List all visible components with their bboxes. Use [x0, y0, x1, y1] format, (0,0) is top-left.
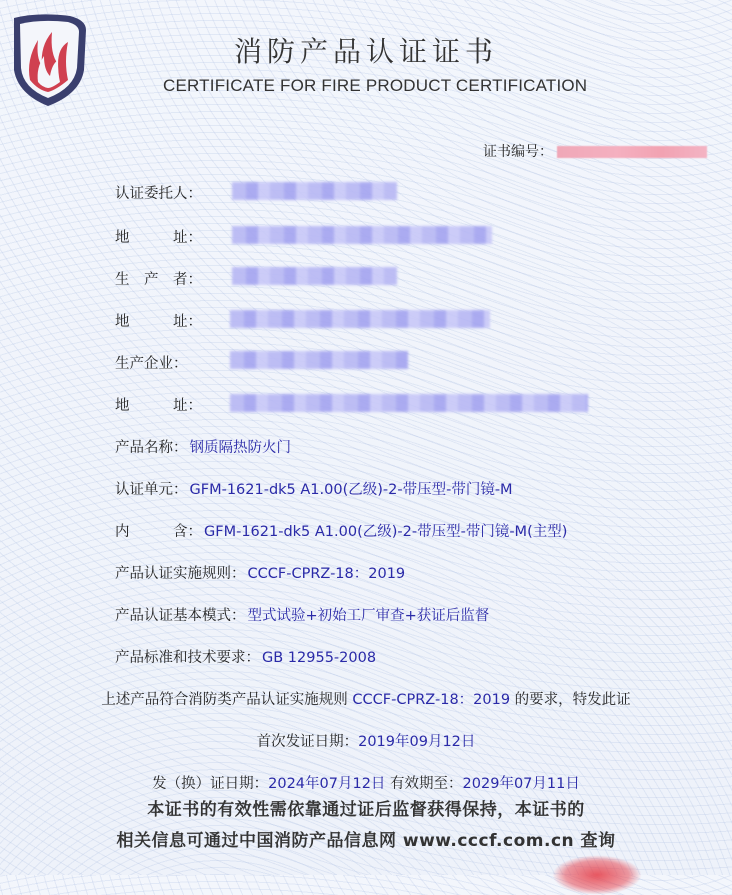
product-name-row [115, 436, 291, 457]
unit-value: GFM-1621-dk5 A1.00(乙级)-2-带压型-带门镜-M [189, 482, 513, 498]
certificate-title-english: CERTIFICATE FOR FIRE PRODUCT CERTIFICATION [163, 76, 588, 95]
manufacturer-address-row [115, 394, 202, 415]
manufacturer-label: 生产企业： [115, 356, 188, 372]
rule-label: 产品认证实施规则： [115, 566, 246, 582]
client-address-row [115, 226, 202, 247]
statement-rule: CCCF-CPRZ-18：2019 [352, 692, 511, 708]
client-row [115, 182, 202, 203]
first-issue-line [0, 730, 732, 751]
certificate-number [483, 141, 707, 161]
standard-row [115, 646, 376, 667]
manufacturer-address-redacted [230, 394, 588, 412]
rule-row [115, 562, 405, 583]
mode-value: 型式试验+初始工厂审查+获证后监督 [247, 608, 490, 624]
footer-notice-line1: 本证书的有效性需依靠通过证后监督获得保持，本证书的 [147, 800, 585, 820]
manufacturer-row [115, 352, 188, 373]
certificate-title-chinese: 消防产品认证证书 [233, 35, 498, 68]
manufacturer-address-label: 地 址： [115, 398, 202, 414]
producer-address-redacted [230, 310, 490, 328]
footer-notice-line2: 相关信息可通过中国消防产品信息网 www.cccf.com.cn 查询 [116, 831, 616, 851]
issue-date: 2024年07月12日 [268, 776, 386, 792]
valid-date: 2029年07月11日 [462, 776, 580, 792]
producer-row [115, 268, 202, 289]
certificate-number-redacted [557, 146, 707, 158]
manufacturer-redacted [230, 351, 408, 369]
statement-after: 的要求，特发此证 [510, 692, 631, 708]
client-address-label: 地 址： [115, 230, 202, 246]
unit-row [115, 478, 513, 499]
producer-label: 生 产 者： [115, 272, 202, 288]
standard-value: GB 12955-2008 [262, 650, 377, 666]
rule-value: CCCF-CPRZ-18：2019 [247, 566, 406, 582]
producer-address-label: 地 址： [115, 314, 202, 330]
unit-label: 认证单元： [115, 482, 188, 498]
content-label: 内 含： [115, 524, 202, 540]
certificate-number-label: 证书编号： [483, 144, 553, 160]
valid-label: 有效期至： [385, 776, 463, 792]
first-issue-label: 首次发证日期： [256, 734, 359, 750]
compliance-statement [0, 688, 732, 709]
first-issue-date: 2019年09月12日 [358, 734, 476, 750]
product-name-value: 钢质隔热防火门 [189, 440, 291, 456]
content-row [115, 520, 567, 541]
mode-label: 产品认证基本模式： [115, 608, 246, 624]
standard-label: 产品标准和技术要求： [115, 650, 260, 666]
statement-before: 上述产品符合消防类产品认证实施规则 [101, 692, 353, 708]
client-address-redacted [232, 226, 492, 244]
client-redacted [232, 182, 397, 200]
product-name-label: 产品名称： [115, 440, 188, 456]
content-value: GFM-1621-dk5 A1.00(乙级)-2-带压型-带门镜-M(主型) [204, 524, 568, 540]
issue-label: 发（换）证日期： [152, 776, 269, 792]
issue-line [0, 772, 732, 793]
mode-row [115, 604, 489, 625]
red-seal-stamp [552, 855, 642, 895]
client-label: 认证委托人： [115, 186, 202, 202]
producer-address-row [115, 310, 202, 331]
producer-redacted [232, 267, 397, 285]
